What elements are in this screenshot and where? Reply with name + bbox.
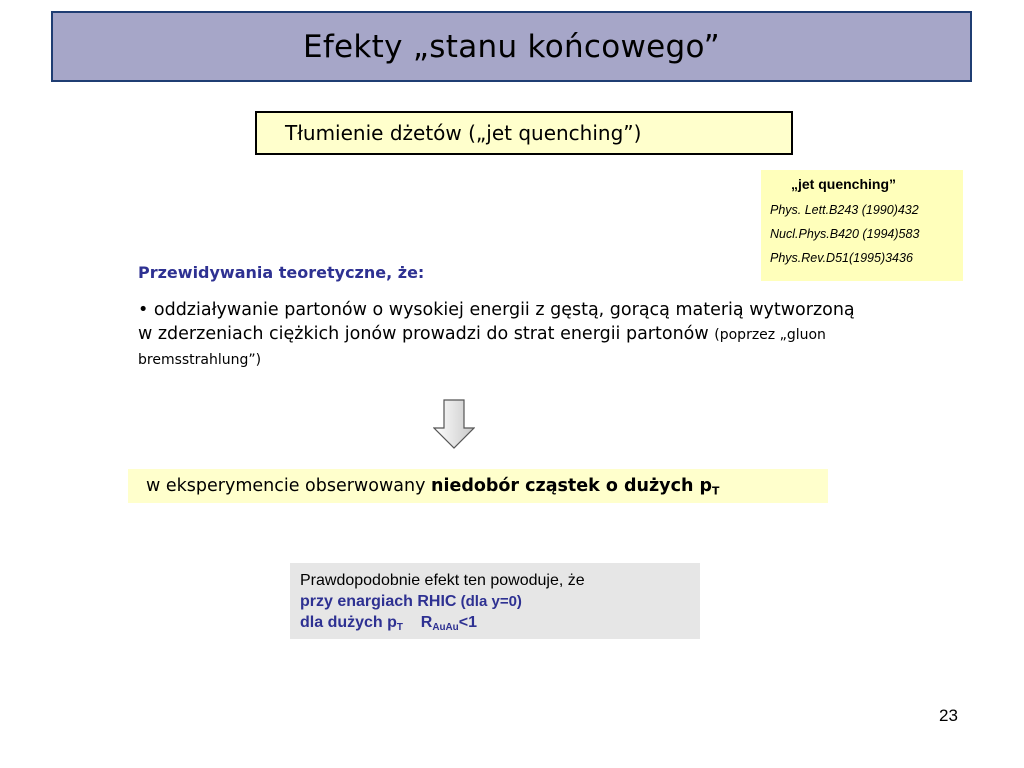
- result-bold-text: niedobór cząstek o dużych p: [431, 476, 713, 496]
- conclusion-rapidity: (dla y=0): [456, 593, 522, 610]
- page-number: 23: [939, 706, 958, 725]
- conclusion-lt1: <1: [458, 614, 477, 631]
- conclusion-rhic: przy enargiach RHIC: [300, 593, 457, 610]
- subtitle-box: [255, 111, 793, 155]
- result-box: [128, 469, 828, 503]
- prediction-body: • oddziaływanie partonów o wysokiej energii z gęstą, gorącą materią wytworzoną w zderzeniach ciężkich jonów prowadzi do strat energii partonów: [138, 300, 855, 344]
- slide-title: Efekty „stanu końcowego”: [302, 28, 721, 65]
- down-arrow-icon: [433, 399, 475, 449]
- conclusion-line-2: [300, 591, 690, 612]
- result-text: [146, 476, 719, 496]
- reference-item: Phys.Rev.D51(1995)3436: [770, 251, 913, 265]
- conclusion-line-1: Prawdopodobnie efekt ten powoduje, że: [300, 572, 585, 589]
- prediction-heading: Przewidywania teoretyczne, że:: [138, 263, 425, 282]
- conclusion-box: [290, 563, 700, 639]
- references-box: [761, 170, 963, 281]
- references-heading: „jet quenching”: [791, 176, 896, 192]
- prediction-note: (poprzez „gluon bremsstrahlung”): [138, 327, 826, 368]
- reference-item: Nucl.Phys.B420 (1994)583: [770, 227, 920, 241]
- conclusion-line-3: [300, 612, 690, 633]
- reference-item: Phys. Lett.B243 (1990)432: [770, 203, 919, 217]
- result-subscript: T: [712, 484, 720, 498]
- conclusion-raa: R: [420, 614, 433, 631]
- prediction-text: [138, 298, 858, 372]
- conclusion-pt-sub: T: [396, 621, 403, 633]
- result-prefix: w eksperymencie obserwowany: [146, 476, 431, 496]
- result-bold: [431, 476, 719, 496]
- conclusion-pt: dla dużych p: [300, 614, 397, 631]
- conclusion-raa-sub: AuAu: [432, 621, 459, 633]
- subtitle-text: Tłumienie dżetów („jet quenching”): [285, 121, 642, 145]
- slide-title-bar: [51, 11, 972, 82]
